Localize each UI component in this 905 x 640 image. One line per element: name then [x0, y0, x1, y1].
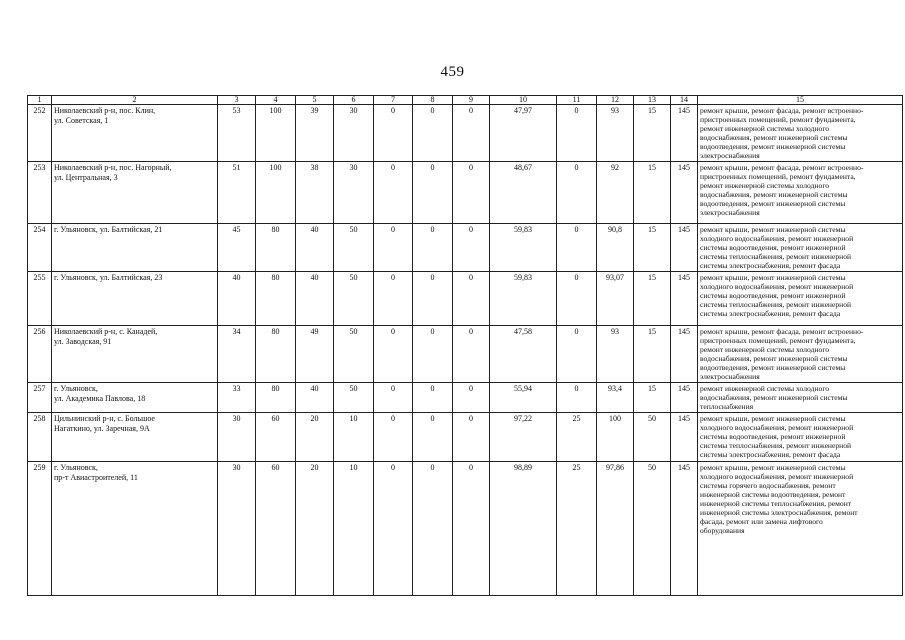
- column-header-8: 8: [413, 96, 453, 105]
- address-line: Николаевский р-н, пос. Нагорный,: [54, 163, 172, 172]
- table-body: [28, 96, 903, 596]
- works-line: инженерной системы электроснабжения, ремонт: [700, 508, 858, 517]
- works-cell: [698, 224, 903, 272]
- value-cell-col-5: 39: [296, 105, 334, 162]
- column-header-3: 3: [218, 96, 256, 105]
- value-cell-col-7: 0: [374, 383, 413, 413]
- value-cell-col-14: 145: [671, 272, 698, 326]
- column-header-13: 13: [634, 96, 671, 105]
- value-cell-col-10: 97,22: [490, 413, 557, 462]
- value-cell-col-12: 93: [597, 326, 634, 383]
- value-cell-col-11: 0: [557, 162, 597, 224]
- value-cell-col-4: 80: [256, 224, 296, 272]
- value-cell-col-9: 0: [453, 413, 490, 462]
- value-cell-col-14: 145: [671, 383, 698, 413]
- works-line: системы электроснабжения, ремонт фасада: [700, 309, 841, 318]
- works-line: ремонт инженерной системы холодного: [700, 345, 830, 354]
- row-number: 255: [28, 272, 52, 326]
- works-line: водоснабжения, ремонт инженерной системы: [700, 190, 848, 199]
- works-line: фасада, ремонт или замена лифтового: [700, 517, 823, 526]
- table-row: [28, 272, 903, 326]
- column-header-5: 5: [296, 96, 334, 105]
- table-row: [28, 224, 903, 272]
- table-row: [28, 162, 903, 224]
- value-cell-col-3: 45: [218, 224, 256, 272]
- value-cell-col-11: 0: [557, 383, 597, 413]
- works-line: пристроенных помещений, ремонт фундамента,: [700, 172, 856, 181]
- value-cell-col-6: 10: [334, 462, 374, 596]
- value-cell-col-11: 0: [557, 105, 597, 162]
- address-line: г. Ульяновск, ул. Балтийская, 21: [54, 225, 163, 234]
- address-cell: [52, 224, 218, 272]
- value-cell-col-13: 15: [634, 224, 671, 272]
- column-header-4: 4: [256, 96, 296, 105]
- value-cell-col-5: 20: [296, 462, 334, 596]
- works-line: ремонт инженерной системы холодного: [700, 124, 830, 133]
- works-line: водоснабжения, ремонт инженерной системы: [700, 133, 848, 142]
- value-cell-col-5: 40: [296, 224, 334, 272]
- address-cell: [52, 105, 218, 162]
- value-cell-col-10: 55,94: [490, 383, 557, 413]
- value-cell-col-14: 145: [671, 462, 698, 596]
- address-line: г. Ульяновск,: [54, 463, 98, 472]
- column-header-2: 2: [52, 96, 218, 105]
- works-line: системы водоотведения, ремонт инженерной: [700, 432, 846, 441]
- works-line: системы электроснабжения, ремонт фасада: [700, 261, 841, 270]
- value-cell-col-14: 145: [671, 105, 698, 162]
- column-header-12: 12: [597, 96, 634, 105]
- value-cell-col-9: 0: [453, 105, 490, 162]
- value-cell-col-7: 0: [374, 326, 413, 383]
- value-cell-col-10: 98,89: [490, 462, 557, 596]
- value-cell-col-4: 60: [256, 462, 296, 596]
- value-cell-col-3: 53: [218, 105, 256, 162]
- row-number: 257: [28, 383, 52, 413]
- works-line: водоотведения, ремонт инженерной системы: [700, 363, 846, 372]
- address-line: Николаевский р-н, пос. Клин,: [54, 106, 156, 115]
- address-cell: [52, 272, 218, 326]
- value-cell-col-6: 50: [334, 383, 374, 413]
- value-cell-col-14: 145: [671, 413, 698, 462]
- value-cell-col-10: 59,83: [490, 224, 557, 272]
- value-cell-col-4: 80: [256, 272, 296, 326]
- table-row: [28, 462, 903, 596]
- value-cell-col-7: 0: [374, 162, 413, 224]
- works-line: водоотведения, ремонт инженерной системы: [700, 142, 846, 151]
- works-line: системы теплоснабжения, ремонт инженерной: [700, 441, 852, 450]
- row-number: 259: [28, 462, 52, 596]
- works-line: холодного водоснабжения, ремонт инженерной: [700, 234, 854, 243]
- value-cell-col-12: 93,07: [597, 272, 634, 326]
- value-cell-col-9: 0: [453, 272, 490, 326]
- value-cell-col-9: 0: [453, 224, 490, 272]
- value-cell-col-6: 10: [334, 413, 374, 462]
- address-line: Цильнинский р-н, с. Большое: [54, 414, 155, 423]
- value-cell-col-12: 100: [597, 413, 634, 462]
- address-line: Нагаткино, ул. Заречная, 9А: [54, 423, 150, 433]
- works-line: электроснабжения: [700, 151, 760, 160]
- works-line: системы теплоснабжения, ремонт инженерной: [700, 252, 852, 261]
- value-cell-col-5: 38: [296, 162, 334, 224]
- works-line: системы водоотведения, ремонт инженерной: [700, 291, 846, 300]
- column-header-15: 15: [698, 96, 903, 105]
- column-header-9: 9: [453, 96, 490, 105]
- address-cell: [52, 462, 218, 596]
- value-cell-col-4: 100: [256, 105, 296, 162]
- works-line: электроснабжения: [700, 372, 760, 381]
- value-cell-col-14: 145: [671, 162, 698, 224]
- value-cell-col-12: 92: [597, 162, 634, 224]
- table-row: [28, 383, 903, 413]
- address-cell: [52, 162, 218, 224]
- value-cell-col-14: 145: [671, 224, 698, 272]
- works-cell: [698, 272, 903, 326]
- table-row: [28, 413, 903, 462]
- works-line: ремонт крыши, ремонт фасада, ремонт встроенно-: [700, 163, 864, 172]
- value-cell-col-8: 0: [413, 326, 453, 383]
- works-line: системы теплоснабжения, ремонт инженерной: [700, 300, 852, 309]
- value-cell-col-10: 47,97: [490, 105, 557, 162]
- value-cell-col-11: 25: [557, 413, 597, 462]
- works-line: водоснабжения, ремонт инженерной системы: [700, 354, 848, 363]
- value-cell-col-5: 20: [296, 413, 334, 462]
- value-cell-col-9: 0: [453, 162, 490, 224]
- value-cell-col-8: 0: [413, 105, 453, 162]
- value-cell-col-7: 0: [374, 272, 413, 326]
- row-number: 256: [28, 326, 52, 383]
- value-cell-col-7: 0: [374, 462, 413, 596]
- value-cell-col-7: 0: [374, 105, 413, 162]
- value-cell-col-3: 30: [218, 413, 256, 462]
- value-cell-col-5: 40: [296, 383, 334, 413]
- column-header-1: 1: [28, 96, 52, 105]
- value-cell-col-11: 0: [557, 326, 597, 383]
- value-cell-col-8: 0: [413, 383, 453, 413]
- works-line: ремонт инженерной системы холодного: [700, 181, 830, 190]
- value-cell-col-13: 15: [634, 326, 671, 383]
- registry-table: [27, 95, 903, 596]
- value-cell-col-5: 40: [296, 272, 334, 326]
- works-line: системы горячего водоснабжения, ремонт: [700, 481, 836, 490]
- table-row: [28, 326, 903, 383]
- address-cell: [52, 326, 218, 383]
- value-cell-col-8: 0: [413, 272, 453, 326]
- row-number: 252: [28, 105, 52, 162]
- value-cell-col-13: 15: [634, 105, 671, 162]
- value-cell-col-10: 48,67: [490, 162, 557, 224]
- value-cell-col-10: 47,58: [490, 326, 557, 383]
- address-line: ул. Советская, 1: [54, 115, 109, 125]
- works-cell: [698, 162, 903, 224]
- value-cell-col-13: 15: [634, 272, 671, 326]
- column-header-10: 10: [490, 96, 557, 105]
- address-line: г. Ульяновск,: [54, 384, 98, 393]
- value-cell-col-3: 51: [218, 162, 256, 224]
- value-cell-col-6: 30: [334, 105, 374, 162]
- value-cell-col-5: 49: [296, 326, 334, 383]
- works-line: водоотведения, ремонт инженерной системы: [700, 199, 846, 208]
- works-line: ремонт крыши, ремонт инженерной системы: [700, 463, 846, 472]
- value-cell-col-13: 15: [634, 162, 671, 224]
- value-cell-col-12: 90,8: [597, 224, 634, 272]
- value-cell-col-13: 15: [634, 383, 671, 413]
- value-cell-col-8: 0: [413, 413, 453, 462]
- works-line: системы водоотведения, ремонт инженерной: [700, 243, 846, 252]
- works-line: ремонт крыши, ремонт инженерной системы: [700, 225, 846, 234]
- value-cell-col-12: 93: [597, 105, 634, 162]
- value-cell-col-3: 40: [218, 272, 256, 326]
- value-cell-col-3: 34: [218, 326, 256, 383]
- works-line: теплоснабжения: [700, 402, 754, 411]
- row-number: 258: [28, 413, 52, 462]
- works-line: холодного водоснабжения, ремонт инженерной: [700, 423, 854, 432]
- value-cell-col-10: 59,83: [490, 272, 557, 326]
- value-cell-col-6: 50: [334, 326, 374, 383]
- works-line: ремонт крыши, ремонт фасада, ремонт встроенно-: [700, 106, 864, 115]
- value-cell-col-6: 50: [334, 224, 374, 272]
- works-cell: [698, 462, 903, 596]
- column-header-7: 7: [374, 96, 413, 105]
- works-line: ремонт крыши, ремонт инженерной системы: [700, 414, 846, 423]
- value-cell-col-8: 0: [413, 224, 453, 272]
- works-cell: [698, 326, 903, 383]
- works-line: водоснабжения, ремонт инженерной системы: [700, 393, 848, 402]
- works-line: системы электроснабжения, ремонт фасада: [700, 450, 841, 459]
- header-row: [28, 96, 903, 105]
- works-cell: [698, 105, 903, 162]
- value-cell-col-7: 0: [374, 224, 413, 272]
- value-cell-col-4: 100: [256, 162, 296, 224]
- works-line: пристроенных помещений, ремонт фундамента,: [700, 336, 856, 345]
- table-row: [28, 105, 903, 162]
- works-cell: [698, 413, 903, 462]
- address-cell: [52, 413, 218, 462]
- value-cell-col-6: 50: [334, 272, 374, 326]
- value-cell-col-4: 60: [256, 413, 296, 462]
- address-cell: [52, 383, 218, 413]
- page-number: 459: [440, 64, 465, 80]
- value-cell-col-14: 145: [671, 326, 698, 383]
- value-cell-col-4: 80: [256, 326, 296, 383]
- column-header-6: 6: [334, 96, 374, 105]
- value-cell-col-12: 97,86: [597, 462, 634, 596]
- address-line: пр-т Авиастроителей, 11: [54, 472, 138, 482]
- value-cell-col-8: 0: [413, 162, 453, 224]
- works-line: оборудования: [700, 526, 745, 535]
- value-cell-col-11: 25: [557, 462, 597, 596]
- column-header-14: 14: [671, 96, 698, 105]
- value-cell-col-6: 30: [334, 162, 374, 224]
- value-cell-col-9: 0: [453, 326, 490, 383]
- address-line: Николаевский р-н, с. Канадей,: [54, 327, 158, 336]
- works-line: пристроенных помещений, ремонт фундамента,: [700, 115, 856, 124]
- works-line: инженерной системы водоотведения, ремонт: [700, 490, 846, 499]
- value-cell-col-8: 0: [413, 462, 453, 596]
- value-cell-col-9: 0: [453, 462, 490, 596]
- value-cell-col-11: 0: [557, 224, 597, 272]
- row-number: 253: [28, 162, 52, 224]
- address-line: ул. Заводская, 91: [54, 336, 112, 346]
- value-cell-col-13: 50: [634, 413, 671, 462]
- works-cell: [698, 383, 903, 413]
- address-line: г. Ульяновск, ул. Балтийская, 23: [54, 273, 163, 282]
- value-cell-col-11: 0: [557, 272, 597, 326]
- column-header-11: 11: [557, 96, 597, 105]
- address-line: ул. Академика Павлова, 18: [54, 393, 146, 403]
- works-line: холодного водоснабжения, ремонт инженерной: [700, 282, 854, 291]
- works-line: электроснабжения: [700, 208, 760, 217]
- works-line: инженерной системы теплоснабжения, ремонт: [700, 499, 852, 508]
- works-line: ремонт инженерной системы холодного: [700, 384, 830, 393]
- value-cell-col-12: 93,4: [597, 383, 634, 413]
- works-line: ремонт крыши, ремонт фасада, ремонт встроенно-: [700, 327, 864, 336]
- row-number: 254: [28, 224, 52, 272]
- value-cell-col-3: 33: [218, 383, 256, 413]
- value-cell-col-9: 0: [453, 383, 490, 413]
- value-cell-col-4: 80: [256, 383, 296, 413]
- value-cell-col-3: 30: [218, 462, 256, 596]
- works-line: ремонт крыши, ремонт инженерной системы: [700, 273, 846, 282]
- value-cell-col-7: 0: [374, 413, 413, 462]
- works-line: холодного водоснабжения, ремонт инженерной: [700, 472, 854, 481]
- value-cell-col-13: 50: [634, 462, 671, 596]
- address-line: ул. Центральная, 3: [54, 172, 118, 182]
